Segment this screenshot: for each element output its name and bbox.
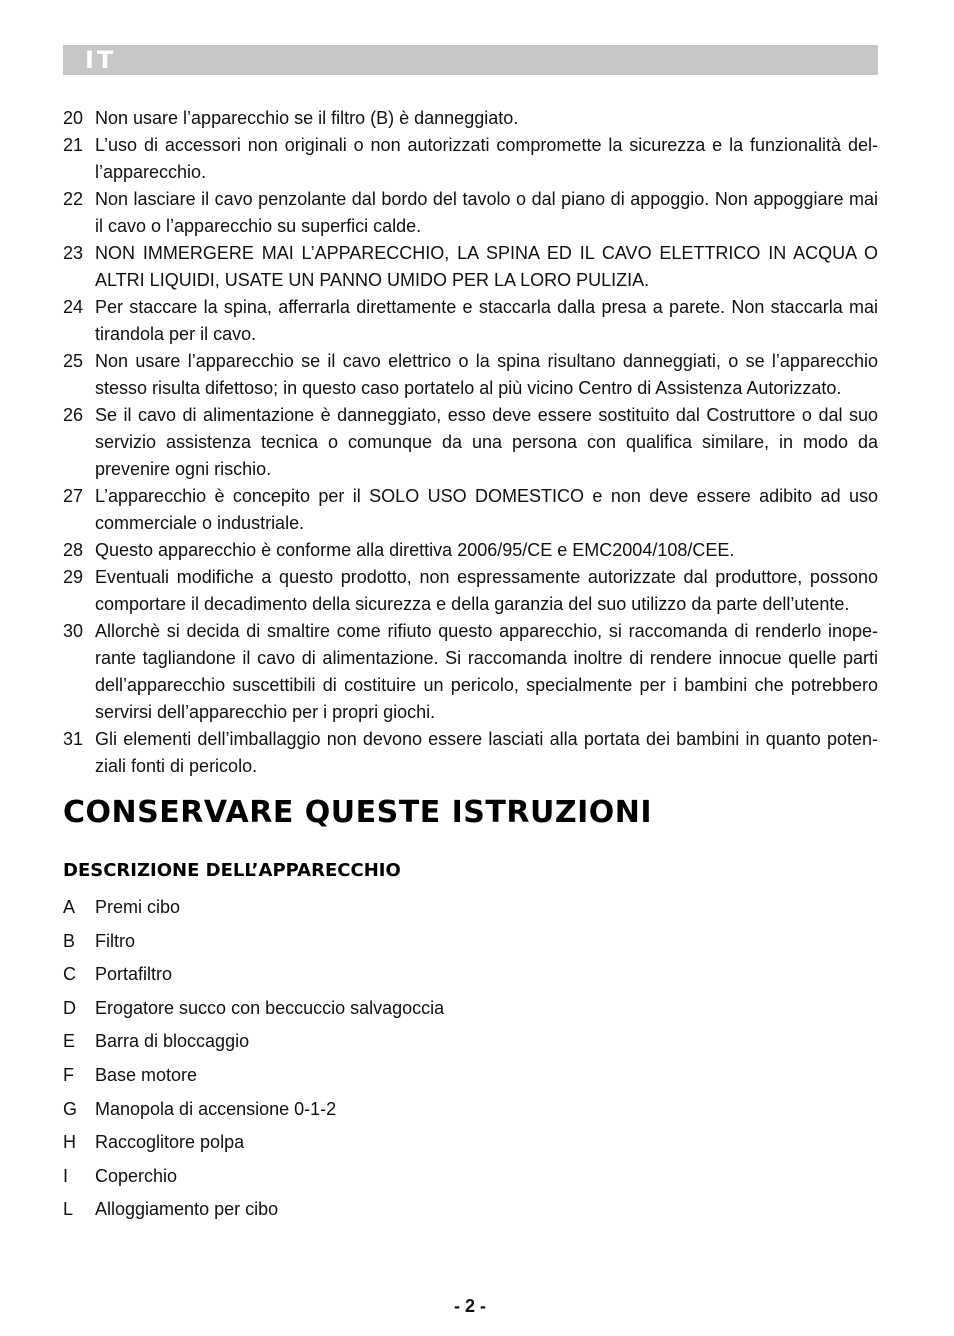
part-letter: G xyxy=(63,1098,78,1119)
item-number: 25 xyxy=(63,351,84,371)
item-number: 21 xyxy=(63,135,84,155)
part-letter: A xyxy=(63,897,76,917)
language-header-bar xyxy=(63,45,878,75)
item-number: 29 xyxy=(63,567,84,587)
list-item xyxy=(63,1059,444,1093)
item-text: Non usare l’apparecchio se il filtro (B) è danneggiato. xyxy=(95,108,519,128)
part-label: Premi cibo xyxy=(95,897,181,917)
safety-instructions-list xyxy=(63,105,878,780)
item-text: Non lasciare il cavo penzolante dal bordo del tavolo o dal piano di appoggio. Non appoggiare mai il cavo o l’apparecchio su superfici calde. xyxy=(95,189,878,236)
item-text: Non usare l’apparecchio se il cavo elettrico o la spina risultano danneggiati, o se l’apparecchio stesso risulta difettoso; in questo caso portatelo al più vicino Centro di Assistenza Autorizzato. xyxy=(95,351,878,398)
part-letter: C xyxy=(63,964,76,985)
item-number: 27 xyxy=(63,486,84,506)
main-heading: CONSERVARE QUESTE ISTRUZIONI xyxy=(63,795,653,830)
part-label: Coperchio xyxy=(95,1165,178,1186)
item-text: Eventuali modifiche a questo prodotto, non espressamente autorizzate dal produttore, possono comportare il decadimento della sicurezza e della garanzia del suo utilizzo da parte dell’utente. xyxy=(95,567,878,614)
list-item xyxy=(63,402,878,483)
page-number: - 2 - xyxy=(453,1296,486,1316)
list-item xyxy=(63,186,878,240)
part-letter: F xyxy=(63,1064,74,1085)
part-label: Barra di bloccaggio xyxy=(95,1031,250,1052)
item-number: 23 xyxy=(63,243,84,263)
list-item xyxy=(63,1126,444,1160)
list-item xyxy=(63,240,878,294)
list-item xyxy=(63,105,878,132)
language-label: IT xyxy=(85,46,117,74)
part-label: Base motore xyxy=(95,1064,198,1085)
part-label: Raccoglitore polpa xyxy=(95,1132,245,1153)
list-item xyxy=(63,1025,444,1059)
part-letter: H xyxy=(63,1132,76,1153)
item-text: Per staccare la spina, afferrarla direttamente e staccarla dalla presa a parete. Non staccarla mai tirandola per il cavo. xyxy=(95,297,878,344)
part-label: Filtro xyxy=(95,930,135,951)
part-letter: E xyxy=(63,1031,76,1052)
list-item xyxy=(63,483,878,537)
list-item xyxy=(63,132,878,186)
part-letter: I xyxy=(63,1165,69,1186)
item-text: Gli elementi dell’imballaggio non devono essere lasciati alla portata dei bambini in quanto potenziali fonti di pericolo. xyxy=(95,729,878,776)
item-number: 28 xyxy=(63,540,84,560)
list-item xyxy=(63,958,444,992)
item-text: L’apparecchio è concepito per il SOLO USO DOMESTICO e non deve essere adibito ad uso commerciale o industriale. xyxy=(95,486,878,533)
part-letter: D xyxy=(63,997,76,1018)
item-text: Questo apparecchio è conforme alla direttiva 2006/95/CE e EMC2004/108/CEE. xyxy=(95,540,735,560)
part-label: Alloggiamento per cibo xyxy=(95,1199,279,1220)
list-item xyxy=(63,348,878,402)
item-number: 24 xyxy=(63,297,84,317)
item-text: Se il cavo di alimentazione è danneggiato, esso deve essere sostituito dal Costruttore o dal suo servizio assistenza tecnica o comunque da una persona con qualifica similare, in modo da prevenire ogni rischio. xyxy=(95,405,878,479)
list-item xyxy=(63,1160,444,1194)
part-letter: B xyxy=(63,930,76,951)
item-number: 31 xyxy=(63,729,84,749)
list-item xyxy=(63,1193,444,1227)
list-item xyxy=(63,564,878,618)
item-number: 22 xyxy=(63,189,84,209)
part-label: Erogatore succo con beccuccio salvagoccia xyxy=(95,997,445,1018)
part-label: Portafiltro xyxy=(95,964,173,985)
list-item xyxy=(63,726,878,780)
list-item xyxy=(63,537,878,564)
item-number: 30 xyxy=(63,621,84,641)
list-item xyxy=(63,992,444,1026)
item-text: Allorchè si decida di smaltire come rifiuto questo apparecchio, si raccomanda di renderlo inoperante tagliandone il cavo di alimentazione. Si raccomanda inoltre di rendere innocue quelle parti dell’apparecchio suscettibili di costituire un pericolo, specialmente per i bambini che potrebbero servirsi dell’apparecchio per i propri giochi. xyxy=(95,621,878,722)
list-item xyxy=(63,294,878,348)
part-letter: L xyxy=(63,1199,74,1220)
item-number: 26 xyxy=(63,405,84,425)
item-text: NON IMMERGERE MAI L’APPARECCHIO, LA SPINA ED IL CAVO ELETTRICO IN ACQUA O ALTRI LIQUIDI, USATE UN PANNO UMIDO PER LA LORO PULIZIA. xyxy=(95,243,878,290)
section-heading: DESCRIZIONE DELL’APPARECCHIO xyxy=(63,860,401,881)
part-label: Manopola di accensione 0-1-2 xyxy=(95,1098,337,1119)
list-item xyxy=(63,618,878,726)
item-text: L’uso di accessori non originali o non autorizzati compromette la sicurezza e la funzionalità dell’apparecchio. xyxy=(95,135,878,182)
list-item xyxy=(63,891,444,925)
list-item xyxy=(63,925,444,959)
item-number: 20 xyxy=(63,108,84,128)
list-item xyxy=(63,1093,444,1127)
parts-list xyxy=(63,891,444,1227)
